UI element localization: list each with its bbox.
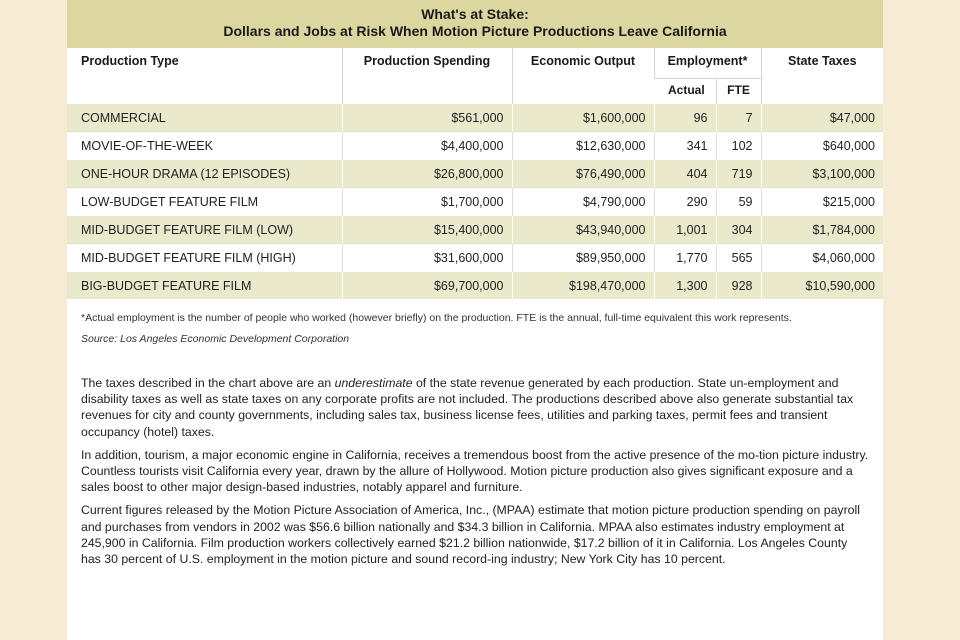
- paragraph-1: [81, 375, 869, 440]
- header-fte: FTE: [716, 79, 761, 104]
- cell-spending: $31,600,000: [342, 244, 512, 272]
- cell-output: $12,630,000: [512, 132, 654, 160]
- cell-taxes: $3,100,000: [761, 160, 883, 188]
- cell-output: $198,470,000: [512, 272, 654, 300]
- cell-actual: 1,001: [654, 216, 716, 244]
- cell-taxes: $10,590,000: [761, 272, 883, 300]
- cell-actual: 404: [654, 160, 716, 188]
- cell-type: ONE-HOUR DRAMA (12 EPISODES): [67, 160, 342, 188]
- cell-spending: $26,800,000: [342, 160, 512, 188]
- paragraph-3: Current figures released by the Motion Picture Association of America, Inc., (MPAA) estimate that motion picture production spending on payroll and purchases from vendors in 2002 was $56.6 billion nationally and $34.3 billion in California. MPAA also estimates industry employment at 245,900 in California. Film production workers collectively earned $21.2 billion nationwide, $17.2 billion of it in California. Los Angeles County has 30 percent of U.S. employment in the motion picture and sound record-ing industry; New York City has 10 percent.: [81, 503, 860, 567]
- title-line-1: What's at Stake:: [421, 6, 529, 22]
- cell-output: $43,940,000: [512, 216, 654, 244]
- cell-spending: $15,400,000: [342, 216, 512, 244]
- cell-output: $4,790,000: [512, 188, 654, 216]
- cell-fte: 565: [716, 244, 761, 272]
- cell-fte: 304: [716, 216, 761, 244]
- table-row: [67, 132, 883, 160]
- cell-taxes: $4,060,000: [761, 244, 883, 272]
- cell-type: MID-BUDGET FEATURE FILM (LOW): [67, 216, 342, 244]
- stakes-table: [67, 48, 883, 299]
- cell-fte: 7: [716, 104, 761, 132]
- header-production-spending: Production Spending: [342, 48, 512, 104]
- table-row: [67, 104, 883, 132]
- table-row: [67, 160, 883, 188]
- title-band: [67, 0, 883, 48]
- cell-taxes: $640,000: [761, 132, 883, 160]
- header-actual: Actual: [654, 79, 716, 104]
- cell-taxes: $47,000: [761, 104, 883, 132]
- paragraph-1-start: The taxes described in the chart above are an: [81, 376, 335, 390]
- body-text: [67, 345, 883, 567]
- cell-actual: 290: [654, 188, 716, 216]
- cell-type: BIG-BUDGET FEATURE FILM: [67, 272, 342, 300]
- header-employment: Employment*: [654, 48, 761, 79]
- cell-taxes: $215,000: [761, 188, 883, 216]
- header-production-type: Production Type: [81, 54, 179, 68]
- cell-type: MOVIE-OF-THE-WEEK: [67, 132, 342, 160]
- cell-type: LOW-BUDGET FEATURE FILM: [67, 188, 342, 216]
- cell-taxes: $1,784,000: [761, 216, 883, 244]
- table-row: [67, 188, 883, 216]
- emphasis-underestimate: underestimate: [334, 376, 413, 390]
- table-row: [67, 244, 883, 272]
- cell-fte: 719: [716, 160, 761, 188]
- cell-actual: 341: [654, 132, 716, 160]
- cell-spending: $4,400,000: [342, 132, 512, 160]
- table-row: [67, 272, 883, 300]
- cell-actual: 96: [654, 104, 716, 132]
- cell-output: $76,490,000: [512, 160, 654, 188]
- paragraph-2: In addition, tourism, a major economic engine in California, receives a tremendous boost from the active presence of the mo-tion picture industry. Countless tourists visit California every year, drawn by the allure of Hollywood. Motion picture production also gives significant exposure and a sales boost to other major design-based industries, notably apparel and furniture.: [81, 447, 869, 495]
- cell-fte: 102: [716, 132, 761, 160]
- cell-type: COMMERCIAL: [67, 104, 342, 132]
- cell-spending: $1,700,000: [342, 188, 512, 216]
- cell-spending: $69,700,000: [342, 272, 512, 300]
- cell-output: $89,950,000: [512, 244, 654, 272]
- header-economic-output: Economic Output: [512, 48, 654, 104]
- cell-actual: 1,300: [654, 272, 716, 300]
- source-note: Source: Los Angeles Economic Development Corporation: [81, 333, 350, 345]
- cell-actual: 1,770: [654, 244, 716, 272]
- title-line-2: Dollars and Jobs at Risk When Motion Picture Productions Leave California: [223, 23, 727, 39]
- paragraph-1-rest: of the state revenue generated by each production. State un-employment and disability taxes as well as state taxes on any corporate profits are not included. The productions described above also generate substantial tax revenues for city and county governments, including sales tax, business license fees, utilities and parking taxes, permit fees and transient occupancy (hotel) taxes.: [81, 376, 854, 439]
- cell-output: $1,600,000: [512, 104, 654, 132]
- cell-type: MID-BUDGET FEATURE FILM (HIGH): [67, 244, 342, 272]
- header-state-taxes: State Taxes: [761, 48, 883, 104]
- cell-fte: 928: [716, 272, 761, 300]
- cell-fte: 59: [716, 188, 761, 216]
- cell-spending: $561,000: [342, 104, 512, 132]
- document-page: [67, 0, 883, 640]
- table-row: [67, 216, 883, 244]
- table-footnote: *Actual employment is the number of people who worked (however briefly) on the production. FTE is the annual, full-time equivalent this work represents.: [81, 312, 792, 324]
